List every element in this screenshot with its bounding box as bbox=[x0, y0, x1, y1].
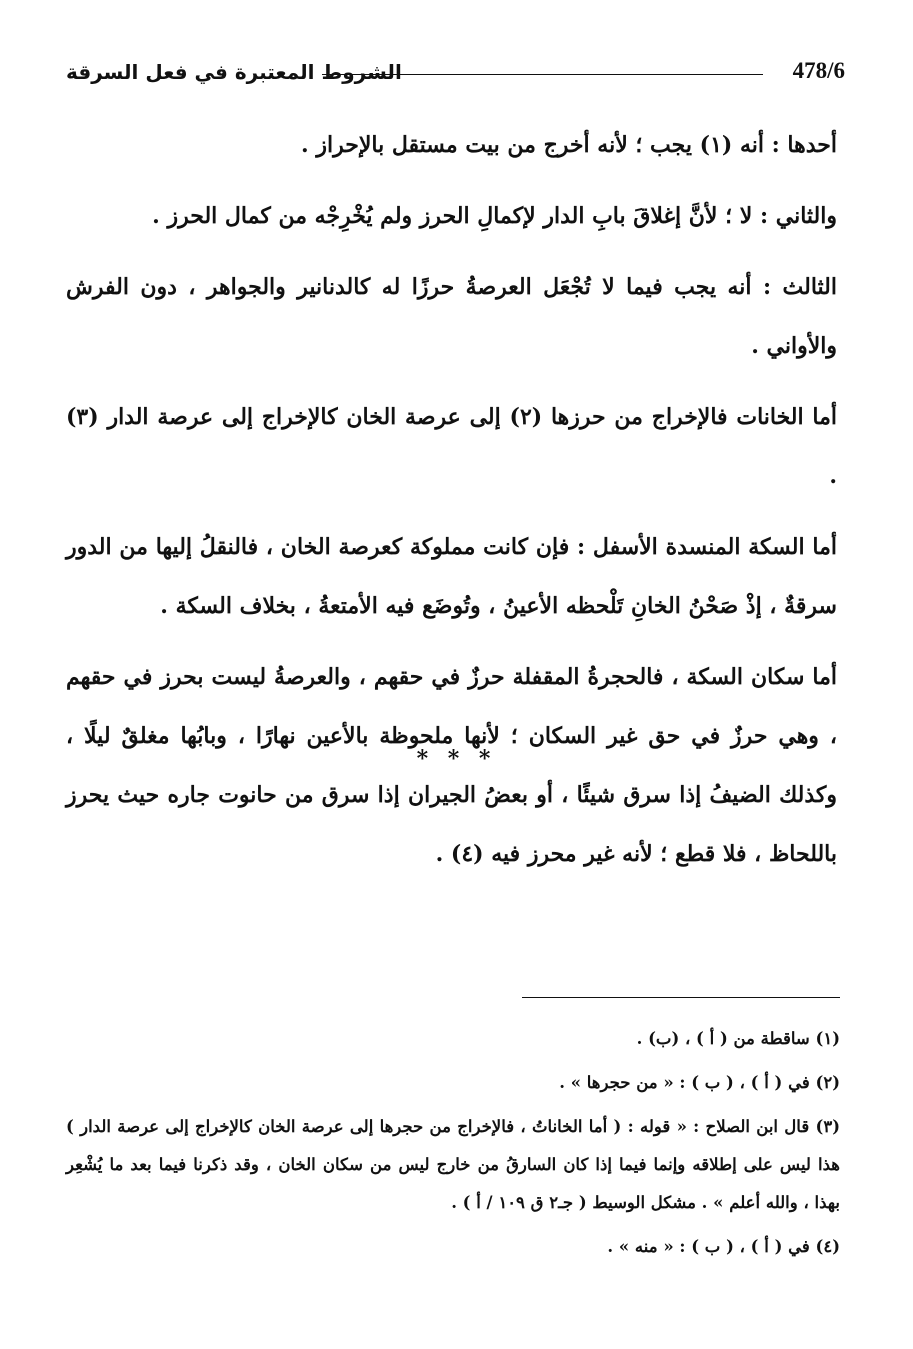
paragraph-khanat: أما الخانات فالإخراج من حرزها (٢) إلى عرصة الخان كالإخراج إلى عرصة الدار (٣) . bbox=[66, 404, 837, 489]
chapter-title: الشروط المعتبرة في فعل السرقة bbox=[66, 60, 402, 84]
header-rule bbox=[322, 74, 763, 75]
footnote-4: (٤) في ( أ ) ، ( ب ) : « منه » . bbox=[607, 1237, 840, 1256]
footnote-2: (٢) في ( أ ) ، ( ب ) : « من حجرها » . bbox=[559, 1073, 840, 1092]
paragraph-alley-residents: أما سكان السكة ، فالحجرةُ المقفلة حرزٌ في حقهم ، والعرصةُ ليست بحرز في حقهم ، وهي حرزٌ في حق غير السكان ؛ لأنها ملحوظة بالأعين نهارًا ، وبابُها مغلقٌ ليلًا ، وكذلك الضيفُ إذا سرق شيئًا ، أو بعضُ الجيران إذا سرق من حانوت جاره حيث يحرز باللحاظ ، فلا قطع ؛ لأنه غير محرز فيه (٤) . bbox=[66, 664, 837, 867]
footnotes bbox=[66, 1020, 840, 1272]
footnote-rule bbox=[522, 997, 840, 998]
paragraph-first-view: أحدها : أنه (١) يجب ؛ لأنه أخرج من بيت مستقل بالإحراز . bbox=[301, 132, 837, 158]
section-separator: * * * bbox=[416, 746, 497, 772]
paragraph-second-view: والثاني : لا ؛ لأنَّ إغلاقَ بابِ الدار لإكمالِ الحرز ولم يُخْرِجْه من كمال الحرز . bbox=[152, 203, 837, 229]
main-text bbox=[66, 116, 837, 896]
footnote-1: (١) ساقطة من ( أ ) ، (ب) . bbox=[636, 1029, 840, 1048]
paragraph-third-view: الثالث : أنه يجب فيما لا تُجْعَل العرصةُ حرزًا له كالدنانير والجواهر ، دون الفرش والأواني . bbox=[66, 274, 837, 359]
page-number: 478/6 bbox=[792, 58, 845, 83]
paragraph-closed-alley: أما السكة المنسدة الأسفل : فإن كانت مملوكة كعرصة الخان ، فالنقلُ إليها من الدور سرقةٌ ، إذْ صَحْنُ الخانِ تَلْحظه الأعينُ ، وتُوضَع فيه الأمتعةُ ، بخلاف السكة . bbox=[66, 534, 837, 619]
running-header bbox=[66, 58, 845, 92]
footnote-3: (٣) قال ابن الصلاح : « قوله : ( أما الخاناتُ ، فالإخراج من حجرها إلى عرصة الخان كالإخراج إلى عرصة الدار ) هذا ليس على إطلاقه وإنما فيما إذا كان السارقُ من خارج ليس من سكان الخان ، وقد ذكرنا فيما بعد ما يُشْعِر بهذا ، والله أعلم » . مشكل الوسيط ( جـ٢ ق ١٠٩ / أ ) . bbox=[66, 1117, 840, 1212]
